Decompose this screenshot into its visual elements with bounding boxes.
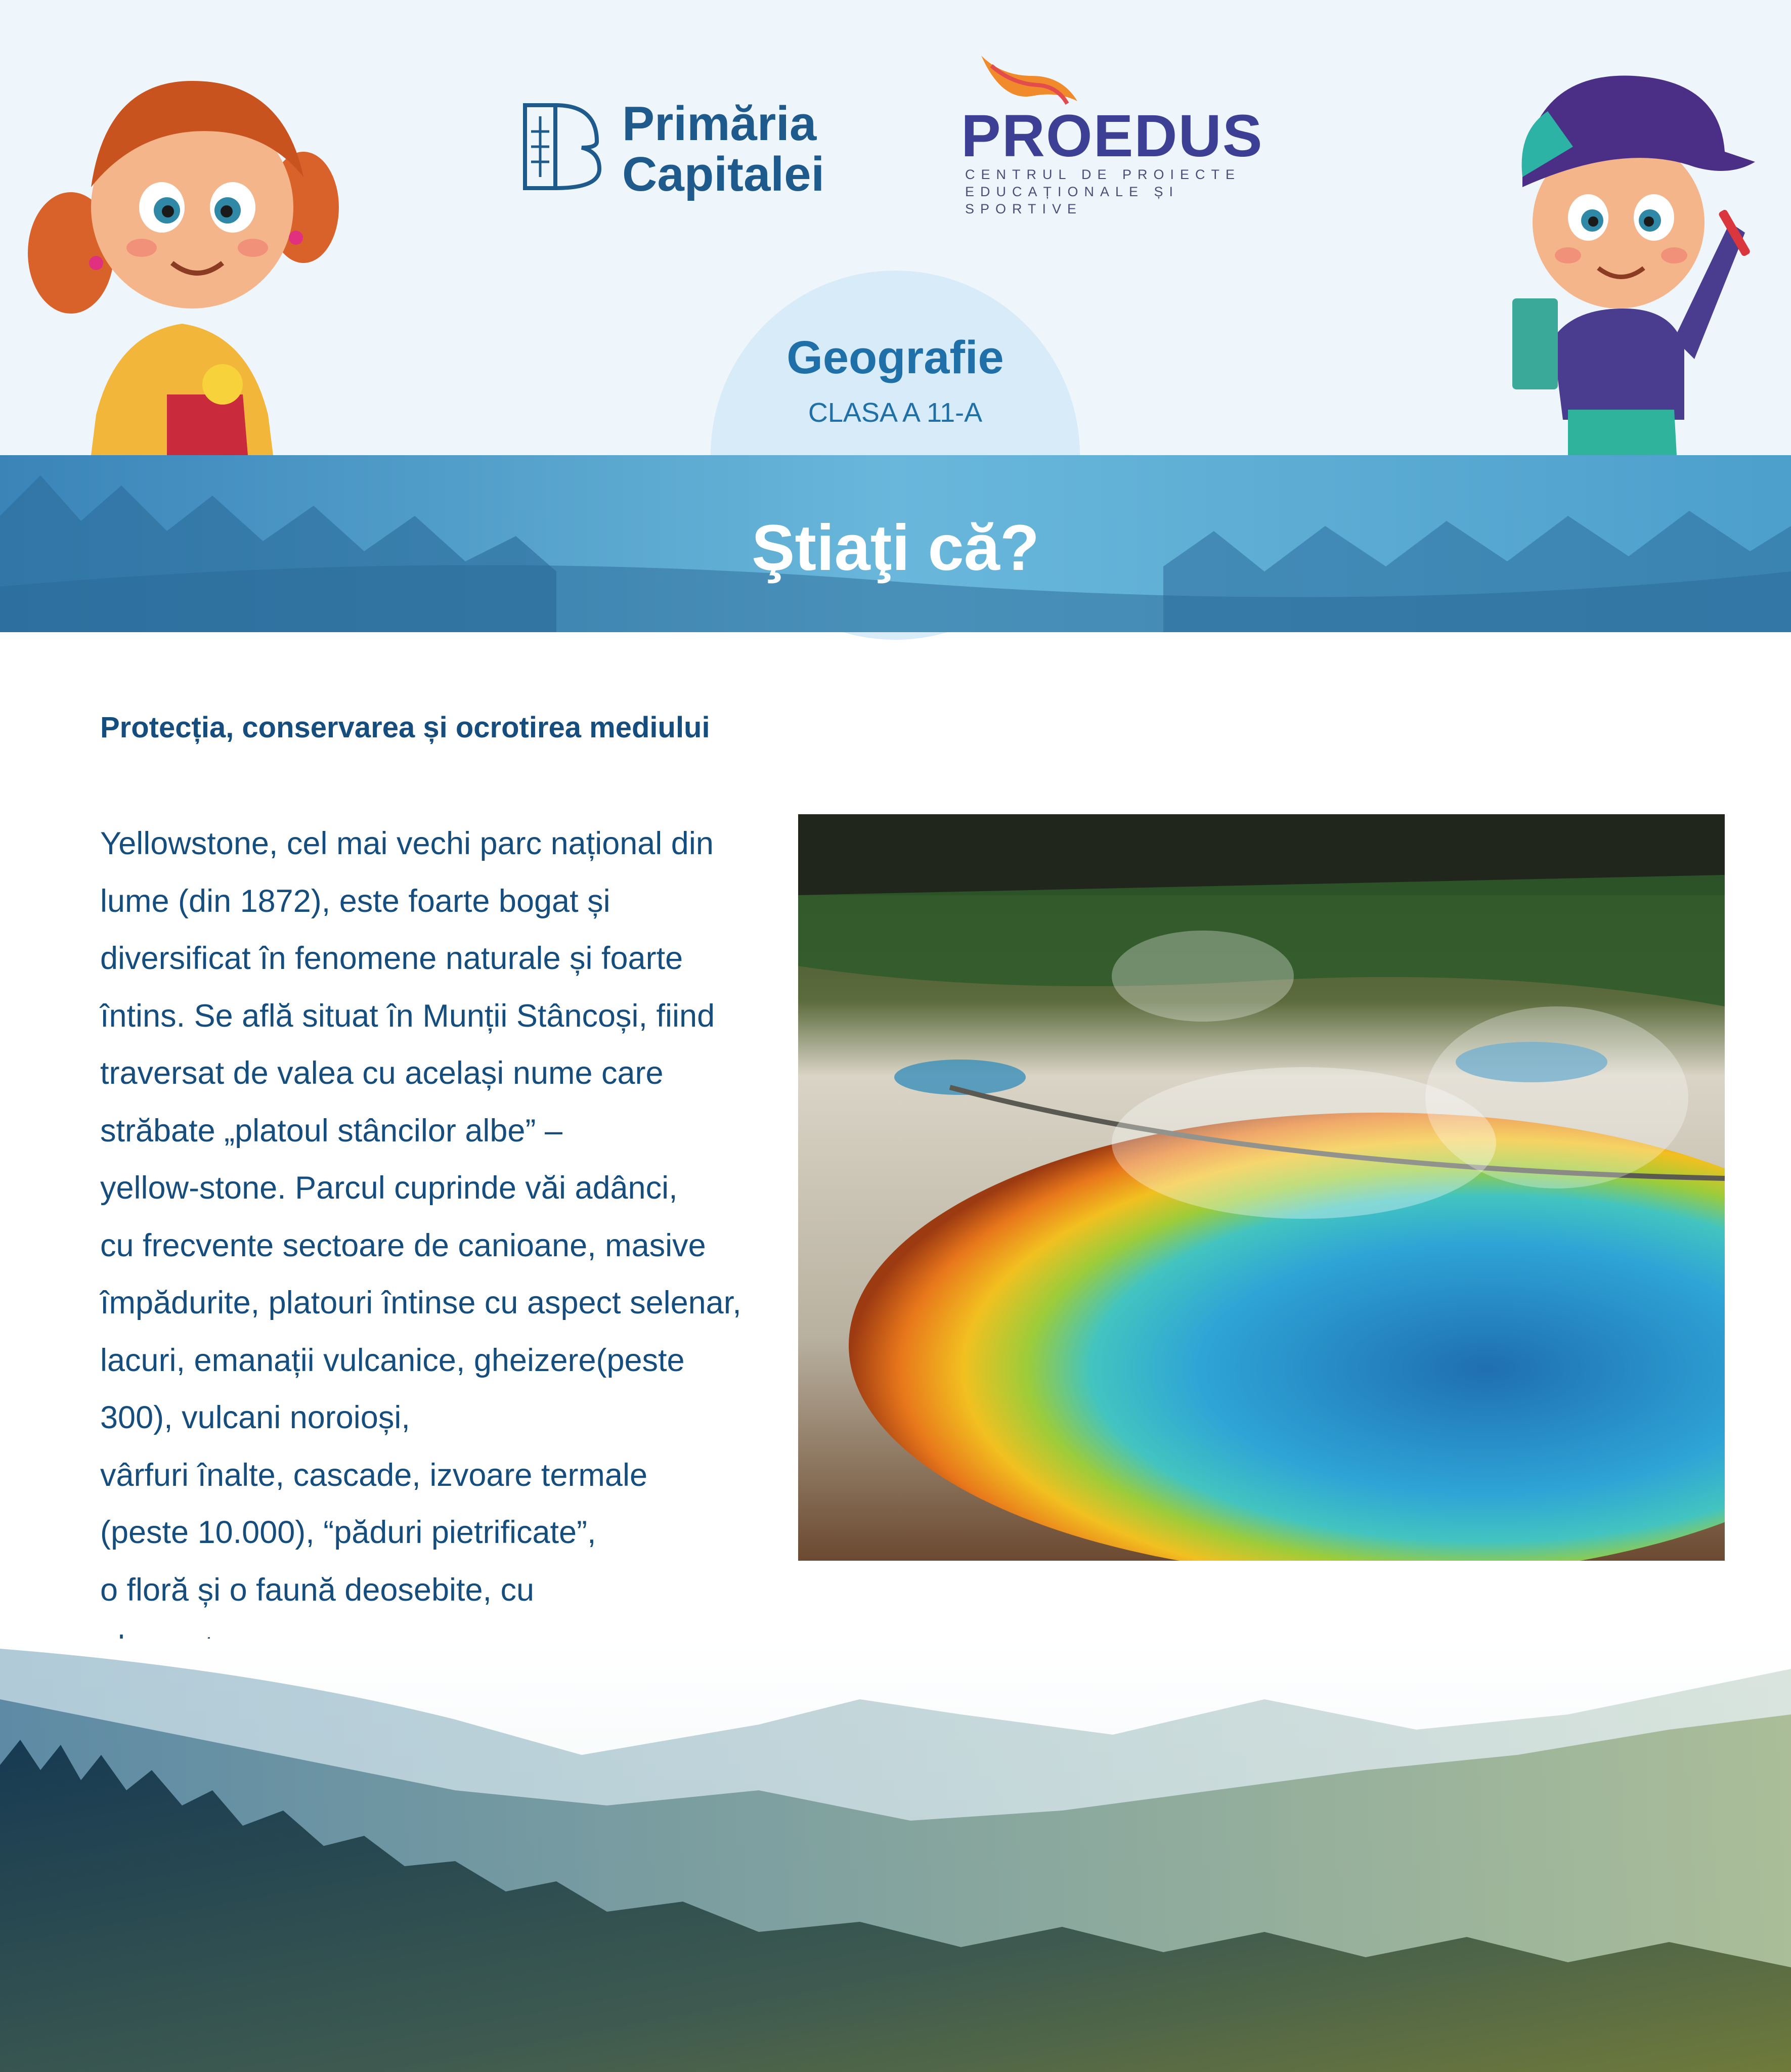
section-heading: Protecția, conservarea și ocrotirea mediului <box>100 711 710 744</box>
article-line: diversificat în fenomene naturale și foarte <box>100 941 683 976</box>
article-line: (peste 10.000), “păduri pietrificate”, <box>100 1515 596 1550</box>
proedus-logo <box>961 56 1264 216</box>
primaria-logo-line2: Capitalei <box>622 147 825 201</box>
primaria-capitalei-logo <box>521 99 855 200</box>
boy-mascot-illustration <box>1492 56 1755 460</box>
article-line: împădurite, platouri întinse cu aspect selenar, <box>100 1285 741 1320</box>
article-line: cu frecvente sectoare de canioane, masive <box>100 1227 706 1263</box>
article-body <box>100 815 773 1677</box>
article-line: vârfuri înalte, cascade, izvoare termale <box>100 1457 647 1493</box>
article-line: yellow-stone. Parcul cuprinde văi adânci, <box>100 1170 678 1206</box>
banner-title: Ştiaţi că? <box>751 512 1040 584</box>
article-line: întins. Se află situat în Munții Stâncoși, fiind <box>100 998 715 1034</box>
proedus-brand: PROEDUS <box>961 103 1263 169</box>
mountain-forest-footer <box>0 1639 1791 2072</box>
article-line: străbate „platoul stâncilor albe” – <box>100 1113 562 1149</box>
article-line: lacuri, emanații vulcanice, gheizere(peste <box>100 1342 685 1378</box>
girl-mascot-illustration <box>20 61 344 455</box>
yellowstone-hot-spring-photo <box>798 814 1725 1561</box>
proedus-tagline-line2: EDUCAȚIONALE ȘI SPORTIVE <box>965 184 1180 216</box>
proedus-tagline-line1: CENTRUL DE PROIECTE <box>965 167 1241 182</box>
article-line: 300), vulcani noroioși, <box>100 1400 410 1435</box>
primaria-logo-line1: Primăria <box>622 97 817 151</box>
article-line: traversat de valea cu același nume care <box>100 1055 664 1091</box>
article-line: Yellowstone, cel mai vechi parc național din <box>100 826 714 861</box>
article-line: o floră și o faună deosebite, cu <box>100 1572 535 1608</box>
subject-title: Geografie <box>787 332 1004 383</box>
subject-class: CLASA A 11-A <box>808 398 983 428</box>
article-line: lume (din 1872), este foarte bogat și <box>100 883 610 919</box>
primaria-emblem-icon <box>521 101 602 192</box>
